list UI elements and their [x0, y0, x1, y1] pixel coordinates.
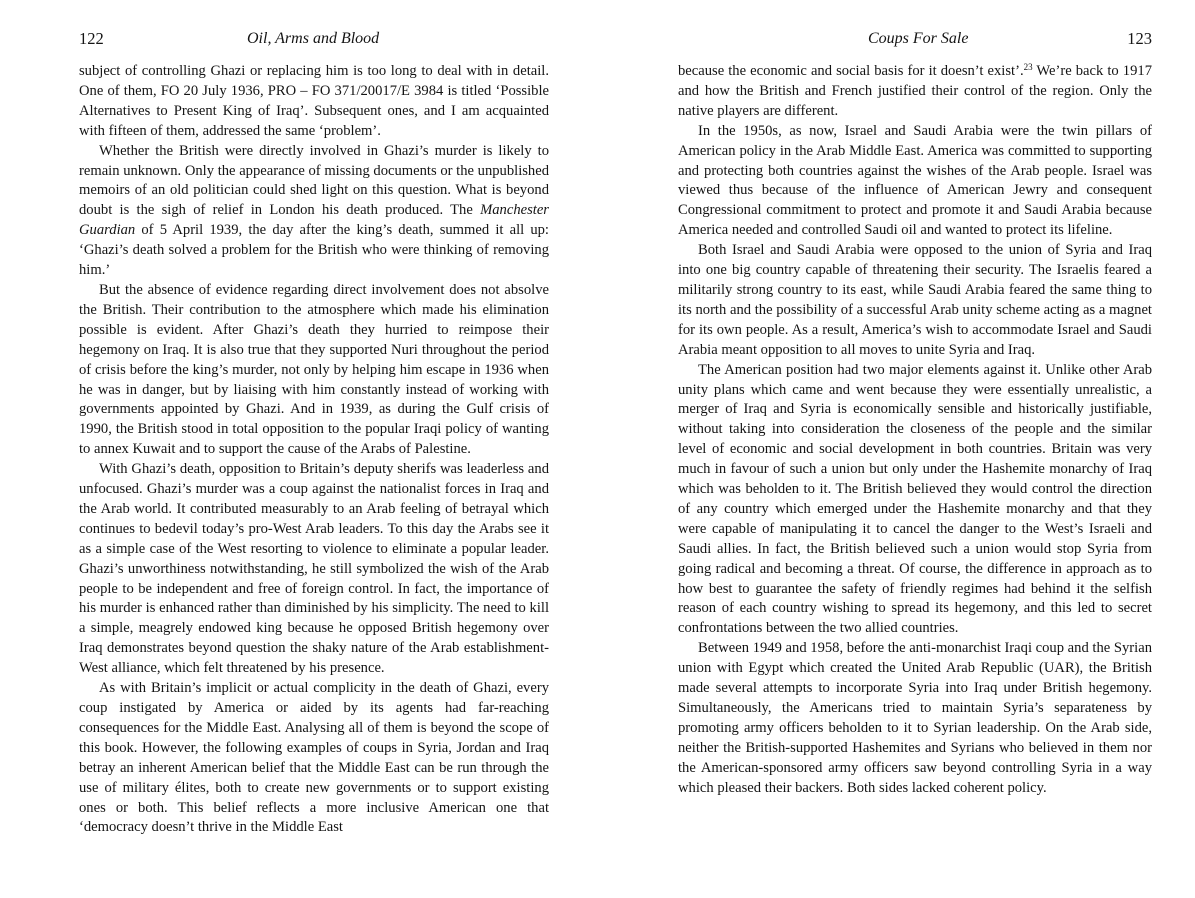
paragraph: But the absence of evidence regarding direct involvement does not absolve the British. Their contribution to the atmosphere which made his elimination possible is evident. After Ghazi’s death they hurried to reimpose their hegemony on Iraq. It is also true that they supported Nuri throughout the period of crisis before the king’s murder, not only by helping him escape in 1936 when he was in danger, but by liaising with him constantly instead of working with governments appointed by Ghazi. And in 1939, as during the Gulf crisis of 1990, the British stood in total opposition to the popular Iraqi policy of wanting to annex Kuwait and to support the cause of the Arabs of Palestine.	[79, 281, 549, 458]
left-running-head	[79, 28, 553, 50]
paragraph: Between 1949 and 1958, before the anti-monarchist Iraqi coup and the Syrian union with Egypt which created the United Arab Republic (UAR), the British made several attempts to incorporate Syria into Iraq under British hegemony. Simultaneously, the Americans tried to maintain Syria’s separateness by promoting army officers beholden to it to Syrian leadership. On the Arab side, neither the British-supported Hashemites and Syrians who believed in them nor the American-sponsored army officers saw beyond controlling Syria in a way which pleased their backers. Both sides lacked coherent policy.	[678, 640, 1152, 796]
paragraph	[678, 62, 1152, 122]
right-running-head	[678, 28, 1152, 50]
page-number: 122	[79, 29, 104, 48]
paragraph	[79, 142, 549, 281]
paragraph-text: We’re back to 1917 and how the British and French justified their control of the region. Only the native players are different.	[678, 63, 1152, 119]
chapter-title: Coups For Sale	[868, 30, 969, 47]
paragraph: subject of controlling Ghazi or replacing him is too long to deal with in detail. One of them, FO 20 July 1936, PRO – FO 371/20017/E 3984 is titled ‘Possible Alternatives to Present King of Iraq’. Subsequent ones, and I am acquainted with fifteen of them, addressed the same ‘problem’.	[79, 63, 549, 139]
book-title: Oil, Arms and Blood	[247, 30, 380, 47]
paragraph-text: because the economic and social basis for it doesn’t exist’.	[678, 63, 1024, 79]
footnote-marker: 23	[1023, 62, 1033, 72]
newspaper-title: Manchester Guardian	[79, 202, 549, 239]
left-body-text	[79, 62, 549, 838]
paragraph-text: Whether the British were directly involved in Ghazi’s murder is likely to remain unknown. Only the appearance of missing documents or the unpublished memoirs of an old politician could shed light on this question. What is beyond doubt is the sigh of relief in London his death produced. The	[79, 142, 549, 219]
paragraph: Both Israel and Saudi Arabia were opposed to the union of Syria and Iraq into one big country capable of threatening their security. The Israelis feared a militarily strong country to its east, while Saudi Arabia feared the same thing to its north and the possibility of a successful Arab unity scheme acting as a magnet for its own people. As a result, America’s wish to accommodate Israel and Saudi Arabia meant opposition to all moves to unite Syria and Iraq.	[678, 242, 1152, 358]
paragraph: The American position had two major elements against it. Unlike other Arab unity plans which came and went because they were essentially unrealistic, a merger of Iraq and Syria is economically sensible and historically justifiable, without taking into consideration the closeness of the people and the similar level of economic and social development in both countries. Britain was very much in favour of such a union but only under the Hashemite monarchy of Iraq which was beholden to it. The British believed they would control the direction of any country which emerged under the Hashemite monarchy and that they were capable of manipulating it to cancel the danger to the West’s Israeli and Saudi allies. In fact, the British believed such a union would stop Syria from going radical and becoming a threat. Of course, the difference in approach as to how best to guarantee the safety of friendly regimes had behind it the selfish reason of each country wishing to spread its hegemony, and this led to secret confrontations between the two allied countries.	[678, 361, 1152, 637]
paragraph: In the 1950s, as now, Israel and Saudi Arabia were the twin pillars of American policy in the Arab Middle East. America was committed to supporting and protecting both countries against the wishes of the Arab people. Israel was viewed thus because of the influence of American Jewry and consequent Congressional commitment to protect and promote it and Saudi Arabia because America needed and controlled Saudi oil and wanted to protect its lifeline.	[678, 122, 1152, 239]
right-page	[597, 0, 1195, 898]
paragraph-text: of 5 April 1939, the day after the king’s death, summed it all up: ‘Ghazi’s death solved a problem for the British who were thinking of removing him.’	[79, 222, 549, 279]
page-number: 123	[1127, 29, 1152, 48]
right-body-text	[678, 62, 1152, 799]
left-page	[0, 0, 597, 898]
paragraph: With Ghazi’s death, opposition to Britain’s deputy sherifs was leaderless and unfocused. Ghazi’s murder was a coup against the nationalist forces in Iraq and the Arab world. It contributed measurably to an Arab feeling of betrayal which continues to bedevil today’s pro-West Arab leaders. To this day the Arabs see it as a simple case of the West resorting to violence to eliminate a popular leader. Ghazi’s unworthiness notwithstanding, he still symbolized the wish of the Arab people to be independent and free of foreign control. In fact, the importance of his murder is enhanced rather than diminished by his simplicity. The need to kill a simple, meagrely endowed king because he opposed British hegemony over Iraq demonstrates beyond question the shaky nature of the Arab establishment-West alliance, which felt threatened by his presence.	[79, 461, 549, 677]
paragraph: As with Britain’s implicit or actual complicity in the death of Ghazi, every coup instigated by America or aided by its agents had far-reaching consequences for the Middle East. Analysing all of them is beyond the scope of this book. However, the following examples of coups in Syria, Jordan and Iraq betray an inherent American belief that the Middle East can be run through the use of military élites, both to create new governments or to support existing ones or both. This belief reflects a more inclusive American one that ‘democracy doesn’t thrive in the Middle East	[79, 680, 549, 836]
